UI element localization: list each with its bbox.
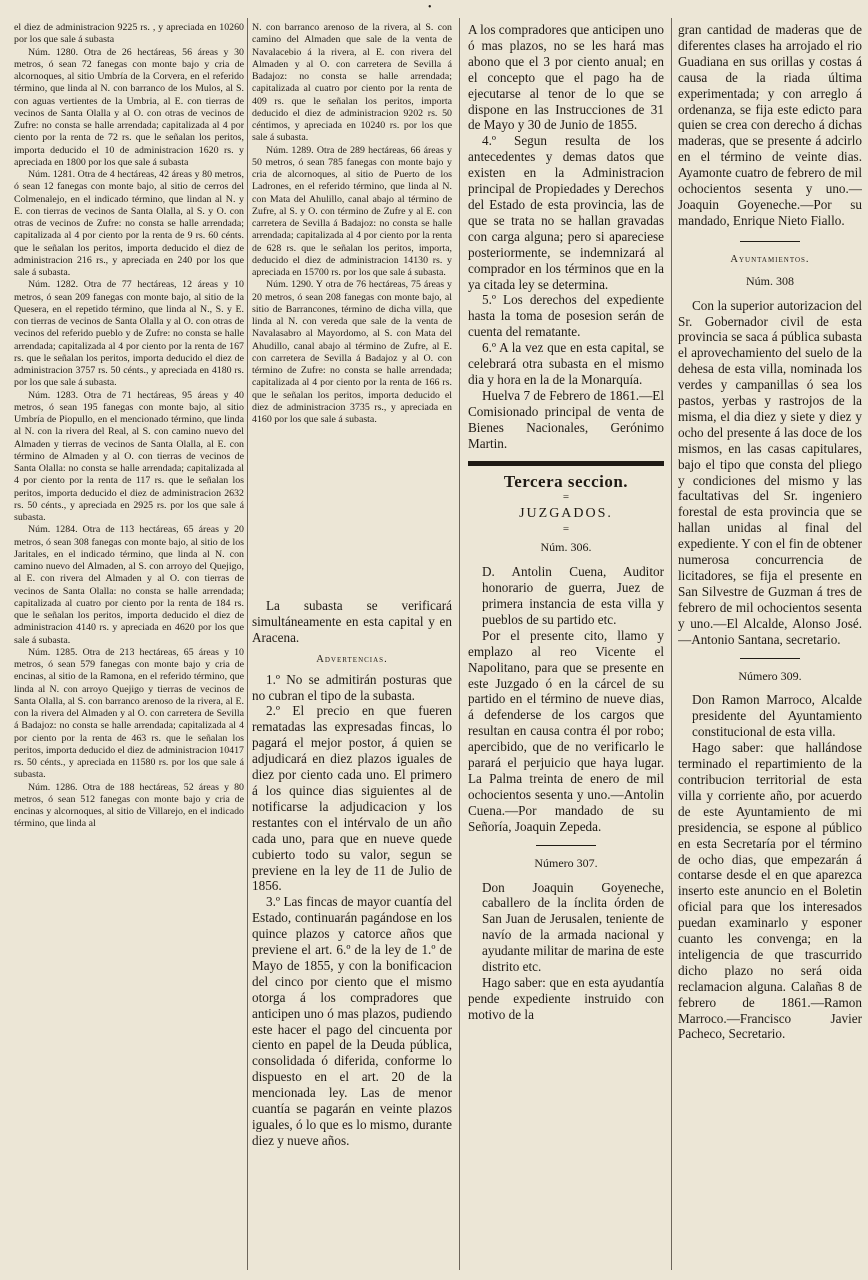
advertencias-heading: Advertencias. — [316, 653, 388, 665]
listing-1282: Núm. 1282. Otra de 77 hectáreas, 12 áreas y 10 metros, ó sean 209 fanegas con monte bajo, al sitio de la Quesera, en el repetido término, que linda al N., S. y E. con tierras de vecinos de Santa Olalla y al O. con otras de vecinos del referido pueblo y de Zufre: no consta se halle arrendada; capitalizada al 4 por ciento por la renta de 167 rs. que le señalan los peritos, importa deducido el diez de administracion 3757 rs. 50 cénts., y apreciada en 4180 rs. por los que sale á subasta. — [14, 279, 244, 389]
ayuntamientos-heading: Ayuntamientos. — [730, 253, 810, 265]
notice-number-309: Número 309. — [738, 668, 802, 683]
listing-continuation: el diez de administracion 9225 rs. , y apreciada en 10260 por los que sale á subasta — [14, 22, 244, 46]
column-4 — [678, 22, 862, 1266]
ornament-divider: = — [562, 523, 570, 536]
listing-1283: Núm. 1283. Otra de 71 hectáreas, 95 áreas y 40 metros, ó sean 195 fanegas con monte bajo, al sitio Umbría de Piopullo, en el mencionado término, que linda al N. con la rivera del Real, al S. con camino nuevo del Almaden y tierras de vecinos de Santa Olalla, al E. con término de Almaden y al O. con tierras de vecinos de Santa Olalla: no consta se halle arrendada; capitalizada al 4 por ciento por la renta de 117 rs. que le señalan los peritos, importa deducido el diez de administracion 2632 rs. 50 cénts., y apreciada en 2925 rs. por los que sale á subasta. — [14, 389, 244, 523]
column-2-advertencias — [252, 598, 452, 1266]
advertencia-5: 5.º Los derechos del expediente hasta la toma de posesion serán de cuenta del rematante. — [468, 292, 664, 340]
notice-306-body: Por el presente cito, llamo y emplazo al reo Vicente el Napolitano, para que se presente en este Juzgado ó en la cárcel de su partido en el término de nueve dias, á defenderse de los cargos que resultan en causa contra él por robo; apercibido, que de no verificarlo le parará el perjuicio que haya lugar. La Palma treinta de enero de mil ochocientos sesenta y uno.—Antolin Cuena.—Por mandado de su Señoría, Joaquin Zepeda. — [468, 627, 664, 834]
listing-1289: Núm. 1289. Otra de 289 hectáreas, 66 áreas y 50 metros, ó sean 785 fanegas con monte bajo y cria de alcornoques, al sitio de Puerto de los Ladrones, en el referido término, que linda al N. con Mata del Ahulillo, canal abajo al término de Zufre, al S. y O. con término de Zufre y al E. con carretera de Sevilla á Badajoz: no consta se halle arrendada; capitalizada al 4 por ciento por la renta de 628 rs. que le señalan los peritos, importa, deducido el diez de administracion 14130 rs. y apreciada en 15700 rs. por los que sale á subasta. — [252, 144, 452, 278]
advertencia-2: 2.º El precio en que fueren rematadas las expresadas fincas, lo pagará el mejor postor, á quien se adjudicará en diez plazos iguales de diez por ciento cada uno. El primero á los quince dias siguientes al de notificarse la adjudicacion y los restantes con el intérvalo de un año cada uno, para que en nueve quede cubierto todo su valor, segun se previene en la ley de 11 de Julio de 1856. — [252, 703, 452, 894]
listing-1290: Núm. 1290. Y otra de 76 hectáreas, 75 áreas y 20 metros, ó sean 208 fanegas con monte bajo, al sitio de Barrancones, término de dicha villa, que linda al N. con vereda que sale de la venta de Navalasabro al Mayordomo, al S. con Mata del Ahudillo, canal abajo al término de Zufre, al E. con carretera de Sevilla á Badajoz y al O. con término de Zufre: no consta se halle arrendada; capitalizada al 4 por ciento por la renta de 166 rs. que le señalan los peritos, importa deducido el diez de administracion 3735 rs., y apreciada en 4160 por los que sale á subasta. — [252, 279, 452, 425]
notice-307-header: Don Joaquin Goyeneche, caballero de la ínclita órden de San Juan de Jerusalen, teniente de navío de la armada nacional y ayudante militar de marina de este distrito etc. — [482, 879, 664, 975]
advertencia-6: 6.º A la vez que en esta capital, se celebrará otra subasta en el mismo dia y hora en la de la Monarquía. — [468, 340, 664, 387]
short-divider — [740, 658, 800, 659]
page-top-mark: • — [428, 2, 432, 13]
column-rule-2 — [459, 18, 460, 1270]
column-rule-3 — [671, 18, 672, 1270]
listing-1286-continuation: N. con barranco arenoso de la rivera, al S. con camino del Almaden que sale de la venta de Navalacebio á la rivera, al E. con rivera del Almaden y al O. con carretera de Sevilla á Badajoz: no consta se halle arrendada; capitalizada al cuatro por ciento por la renta de 409 rs. que le señalan los peritos, importa deducido el diez de administracion 9202 rs. 50 céntimos, y apreciada en 10240 rs. por los que sale á subasta. — [252, 22, 452, 144]
notice-number-306: Núm. 306. — [540, 540, 592, 555]
notice-number-307: Número 307. — [534, 855, 598, 870]
listing-1281: Núm. 1281. Otra de 4 hectáreas, 42 áreas y 80 metros, ó sean 12 fanegas con monte bajo, al sitio de cerros del Colmenalejo, en el indicado término, que lindan al N. y E. con tierras de vecinos de Santa Olalla, al S. y O. con otras de vecinos de Zufre: no consta se halle arrendada; capitalizada al 4 por ciento por la renta de 9 rs. 60 cénts. que le señalan los peritos, importa deducido el diez de administracion 216 rs., y apreciada en 240 por los que sale á subasta. — [14, 169, 244, 278]
listing-1286: Núm. 1286. Otra de 188 hectáreas, 52 áreas y 80 metros, ó sean 512 fanegas con monte bajo y cria de encinas y alcornoques, al sitio de Villarejo, en el indicado término, que linda al — [14, 781, 244, 830]
short-divider — [536, 845, 596, 846]
notice-309-body: Hago saber: que hallándose terminado el repartimiento de la contribucion territorial de esta villa y corriente año, por acuerdo de este Ayuntamiento de mi presidencia, se espone al público en esta Secretaría por el término de ocho dias, que empezarán á contarse desde el en que aparezca inserto este anuncio en el Boletin oficial para que los interesados puedan examinarlo y esponer cuanto les convenga; en la inteligencia de que trascurrido dicho plazo no será oida reclamacion alguna. Calañas 8 de febrero de 1861.—Ramon Marroco.—Francisco Javier Pacheco, Secretario. — [678, 740, 862, 1042]
advertencia-3-continuation: A los compradores que anticipen uno ó mas plazos, no se les hará mas abono que el 3 por ciento anual; en el concepto que el pago ha de ejecutarse al tenor de lo que se dispone en las Instrucciones de 31 de Mayo y 30 de Junio de 1855. — [468, 22, 664, 133]
notice-307-body: Hago saber: que en esta ayudantía pende expediente instruido con motivo de la — [468, 974, 664, 1022]
listing-1280: Núm. 1280. Otra de 26 hectáreas, 56 áreas y 30 metros, ó sean 72 fanegas con monte bajo y cria de alcornoques, al sitio Umbría de la Corvera, en el referido término, que linda al N. con barranco de los Mulos, al S. con aguas vertientes de la Umbria, al E. con tierras de vecinos de Santa Olalla y al O. con otras de vecinos de Zufre: no consta se halle arrendada; capitalizada al 4 por ciento por la renta de 72 rs. que le señalan los peritos, importa deducido el 10 de administracion 1620 rs. y apreciada en 1800 por los que sale á subasta — [14, 46, 244, 168]
column-2-property-listings — [252, 22, 452, 590]
listing-1285: Núm. 1285. Otra de 213 hectáreas, 65 áreas y 10 metros, ó sean 579 fanegas con monte bajo y cria de encinas, al sitio de la Ramona, en el referido término, que linda al N. con arroyo Quejigo y tierras de vecinos de Santa Olalla, al S. con barranco arenoso de la rivera, al E. con la rivera del Almaden y al O. con carretera de Sevilla á Badajoz: no consta se halle arrendada; capitalizada al 4 por ciento por la renta de 463 rs. que le señalan los peritos, importa deducido el diez de administracion 10417 rs. 50 cénts., y apreciada en 11580 rs. por los que sale á subasta. — [14, 646, 244, 781]
ornament-divider: = — [562, 491, 570, 504]
signature-huelva: Huelva 7 de Febrero de 1861.—El Comisionado principal de venta de Bienes Nacionales, Gerónimo Martin. — [468, 387, 664, 451]
juzgados-heading: JUZGADOS. — [519, 506, 613, 522]
section-title: Tercera seccion. — [503, 472, 629, 492]
short-divider — [740, 241, 800, 242]
column-rule-1 — [247, 18, 248, 1270]
notice-number-308: Núm. 308 — [746, 273, 794, 288]
advertencia-4: 4.º Segun resulta de los antecedentes y demas datos que existen en la Administracion principal de Propiedades y Derechos del Estado de esta provincia, las de que se trata no se hallan gravadas con carga alguna; pero si apareciese posteriormente, se indemnizará al comprador en los términos que en la ya citada ley se determina. — [468, 133, 664, 292]
notice-309-header: Don Ramon Marroco, Alcalde presidente del Ayuntamiento constitucional de esta villa. — [692, 692, 862, 740]
advertencia-1: 1.º No se admitirán posturas que no cubran el tipo de la subasta. — [252, 671, 452, 703]
column-3 — [468, 22, 664, 1266]
section-divider-bar — [468, 461, 664, 466]
column-1-property-listings — [14, 22, 244, 1266]
simultaneous-auction-note: La subasta se verificará simultáneamente en esta capital y en Aracena. — [252, 598, 452, 645]
advertencia-3: 3.º Las fincas de mayor cuantía del Estado, continuarán pagándose en los quince plazos y catorce años que previene el art. 6.º de la ley de 1.º de Mayo de 1855, y con la bonificacion del cinco por ciento que el mismo otorga á los compradores que anticipen uno ó mas plazos, pudiendo este hacer el pago del cincuenta por ciento en papel de la Deuda pública, consolidada ó diferida, conforme lo dispuesto en el art. 20 de la mencionada ley. Las de menor cuantía se pagarán en veinte plazos iguales, ó lo que es lo mismo, durante diez y nueve años. — [252, 894, 452, 1148]
notice-306-header: D. Antolin Cuena, Auditor honorario de guerra, Juez de primera instancia de esta villa y pueblos de su partido etc. — [482, 564, 664, 627]
notice-307-continuation: gran cantidad de maderas que de diferentes clases ha arrojado el rio Guadiana en sus orillas y costas á causa de la riada última experimentada; y con arreglo á ordenanza, se fija este edicto para quien se crea con derecho á dichas maderas, que se presente á adcirlo en el término de veinte dias. Ayamonte cuatro de febrero de mil ochocientos sesenta y uno.—Joaquin Goyeneche.—Por su mandado, Enrique Nieto Fiallo. — [678, 22, 862, 228]
listing-1284: Núm. 1284. Otra de 113 hectáreas, 65 áreas y 20 metros, ó sean 308 fanegas con monte bajo, al sitio de los Jaritales, en el indicado término, que linda al N. con camino nuevo del Almaden, al S. con arroyo del Quejigo, al E. con rivera del Almaden y al O. con tierras de vecinos de Santa Olalla: no consta se halle arrendada; capitalizada al cuatro por ciento por la renta de 184 rs. que le señalan los peritos, importa deducido el diez de administracion 4140 rs. y apreciada en 4620 por los que sale á subasta. — [14, 524, 244, 646]
notice-308-body: Con la superior autorizacion del Sr. Gobernador civil de esta provincia se saca á pública subasta el aprovechamiento del suelo de la dehesa de esta villa, nominada los verdes y campanillas ó sea los pastos, yerbas y rastrojos de la misma, el dia diez y siete y diez y ocho del presente á las doce de los mismos, en las casas capitulares, bajo el tipo que consta del pliego y condiciones del mismo y las facultativas del Sr. ingeniero forestal de esta provincia que se hallan unidas al final del expediente. Y con el fin de obtener numerosa concurrencia de licitadores, se fija el presente en San Silvestre de Guzman á tres de febrero de mil ochocientos sesenta y uno.—El Alcalde, Alonso José.—Antonio Santana, secretario. — [678, 297, 862, 647]
